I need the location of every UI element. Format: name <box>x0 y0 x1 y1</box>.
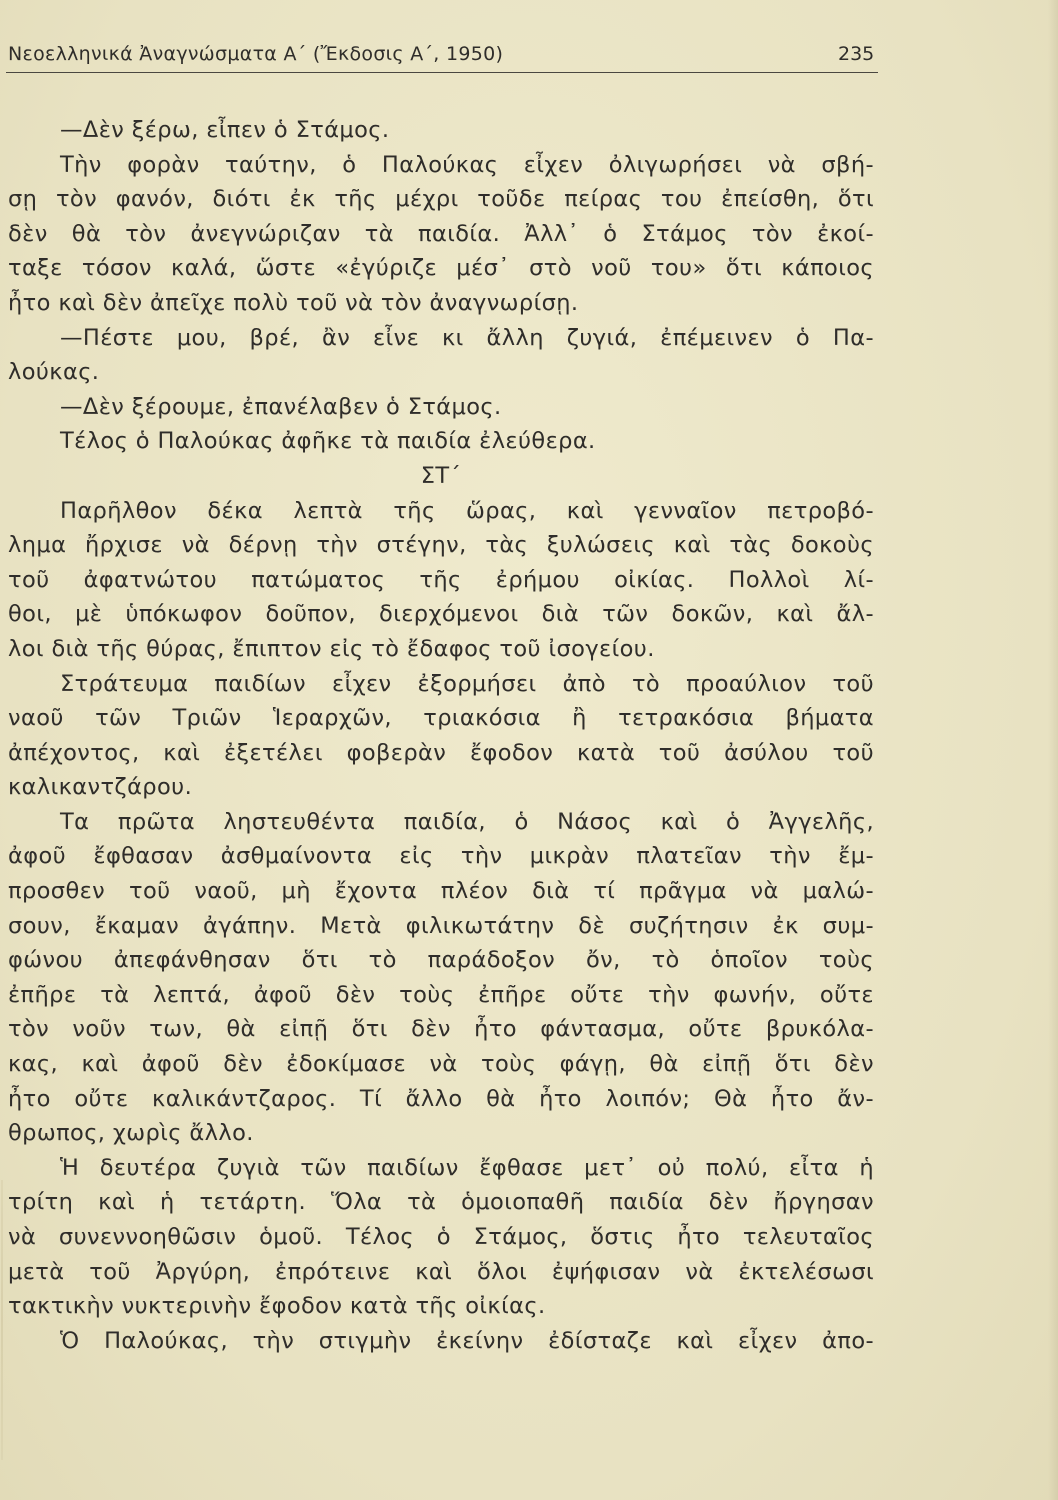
text-line: σουν, ἔκαμαν ἀγάπην. Μετὰ φιλικωτάτην δὲ συζήτησιν ἐκ συμ- <box>8 912 874 939</box>
text-line: Ὁ Παλούκας, τὴν στιγμὴν ἐκείνην ἐδίσταζε καὶ εἶχεν ἀπο- <box>60 1327 874 1354</box>
text-line: ἦτο οὔτε καλικάντζαρος. Τί ἄλλο θὰ ἦτο λοιπόν; Θὰ ἦτο ἄν- <box>8 1085 874 1112</box>
text-line: —Δὲν ξέρουμε, ἐπανέλαβεν ὁ Στάμος. <box>60 393 502 420</box>
body-text <box>8 113 874 1358</box>
text-line: ἦτο καὶ δὲν ἀπεῖχε πολὺ τοῦ νὰ τὸν ἀναγνωρίσῃ. <box>8 289 579 316</box>
text-line: ταξε τόσον καλά, ὥστε «ἐγύριζε μέσ᾽ στὸ νοῦ του» ὅτι κάποιος <box>8 255 874 282</box>
text-line: λούκας. <box>8 359 100 386</box>
text-line: μετὰ τοῦ Ἀργύρη, ἐπρότεινε καὶ ὅλοι ἐψήφισαν νὰ ἐκτελέσωσι <box>8 1258 874 1285</box>
text-line: τοῦ ἀφατνώτου πατώματος τῆς ἐρήμου οἰκίας. Πολλοὶ λί- <box>8 566 874 593</box>
page-edge-shadow <box>1048 0 1058 1500</box>
text-line: προσθεν τοῦ ναοῦ, μὴ ἔχοντα πλέον διὰ τί πρᾶγμα νὰ μαλώ- <box>8 878 874 905</box>
text-line: ἐπῆρε τὰ λεπτά, ἀφοῦ δὲν τοὺς ἐπῆρε οὔτε τὴν φωνήν, οὔτε <box>8 981 874 1008</box>
text-line: ἀφοῦ ἔφθασαν ἀσθμαίνοντα εἰς τὴν μικρὰν πλατεῖαν τὴν ἔμ- <box>8 843 874 870</box>
text-line: φώνου ἀπεφάνθησαν ὅτι τὸ παράδοξον ὄν, τὸ ὁποῖον τοὺς <box>8 947 874 974</box>
text-line: σῃ τὸν φανόν, διότι ἐκ τῆς μέχρι τοῦδε πείρας του ἐπείσθη, ὅτι <box>8 186 874 213</box>
text-line: —Πέστε μου, βρέ, ἂν εἶνε κι ἄλλη ζυγιά, ἐπέμεινεν ὁ Πα- <box>60 324 874 351</box>
text-line: ναοῦ τῶν Τριῶν Ἱεραρχῶν, τριακόσια ἢ τετρακόσια βήματα <box>8 705 874 732</box>
text-line: τακτικὴν νυκτερινὴν ἔφοδον κατὰ τῆς οἰκίας. <box>8 1293 546 1320</box>
text-line: τὸν νοῦν των, θὰ εἰπῇ ὅτι δὲν ἦτο φάντασμα, οὔτε βρυκόλα- <box>8 1016 874 1043</box>
text-line: δὲν θὰ τὸν ἀνεγνώριζαν τὰ παιδία. Ἀλλ᾽ ὁ Στάμος τὸν ἐκοί- <box>8 220 874 247</box>
margin-stain <box>1 1180 3 1460</box>
text-line: τρίτη καὶ ἡ τετάρτη. Ὅλα τὰ ὁμοιοπαθῆ παιδία δὲν ἤργησαν <box>8 1189 874 1216</box>
text-line: κας, καὶ ἀφοῦ δὲν ἐδοκίμασε νὰ τοὺς φάγῃ, θὰ εἰπῇ ὅτι δὲν <box>8 1051 874 1078</box>
text-line: Παρῆλθον δέκα λεπτὰ τῆς ὥρας, καὶ γενναῖον πετροβό- <box>60 497 874 524</box>
section-heading: ΣΤ΄ <box>420 462 462 489</box>
text-line: θοι, μὲ ὑπόκωφον δοῦπον, διερχόμενοι διὰ τῶν δοκῶν, καὶ ἄλ- <box>8 601 874 628</box>
text-line: νὰ συνεννοηθῶσιν ὁμοῦ. Τέλος ὁ Στάμος, ὅστις ἦτο τελευταῖος <box>8 1224 874 1250</box>
text-line: λοι διὰ τῆς θύρας, ἔπιπτον εἰς τὸ ἔδαφος τοῦ ἰσογείου. <box>8 635 655 662</box>
text-line: θρωπος, χωρὶς ἄλλο. <box>8 1120 254 1147</box>
text-line: Ἡ δευτέρα ζυγιὰ τῶν παιδίων ἔφθασε μετ᾽ οὐ πολύ, εἶτα ἡ <box>60 1154 874 1181</box>
text-line: Στράτευμα παιδίων εἶχεν ἐξορμήσει ἀπὸ τὸ προαύλιον τοῦ <box>60 670 874 697</box>
text-line: ἀπέχοντος, καὶ ἐξετέλει φοβερὰν ἔφοδον κατὰ τοῦ ἀσύλου τοῦ <box>8 739 874 766</box>
text-line: —Δὲν ξέρω, εἶπεν ὁ Στάμος. <box>60 117 390 143</box>
running-title: Νεοελληνικά Ἀναγνώσματα Α΄ (Ἔκδοσις Α΄, 1950) <box>8 43 504 65</box>
text-line: λημα ἤρχισε νὰ δέρνῃ τὴν στέγην, τὰς ξυλώσεις καὶ τὰς δοκοὺς <box>8 532 874 559</box>
text-line: Τέλος ὁ Παλούκας ἀφῆκε τὰ παιδία ἐλεύθερα. <box>60 428 596 455</box>
text-line: Τὴν φορὰν ταύτην, ὁ Παλούκας εἶχεν ὀλιγωρήσει νὰ σβή- <box>60 151 874 178</box>
text-line: Τα πρῶτα ληστευθέντα παιδία, ὁ Νάσος καὶ ὁ Ἀγγελῆς, <box>60 808 874 835</box>
page-number: 235 <box>838 43 875 65</box>
header-rule <box>6 72 878 73</box>
text-line: καλικαντζάρου. <box>8 774 193 801</box>
